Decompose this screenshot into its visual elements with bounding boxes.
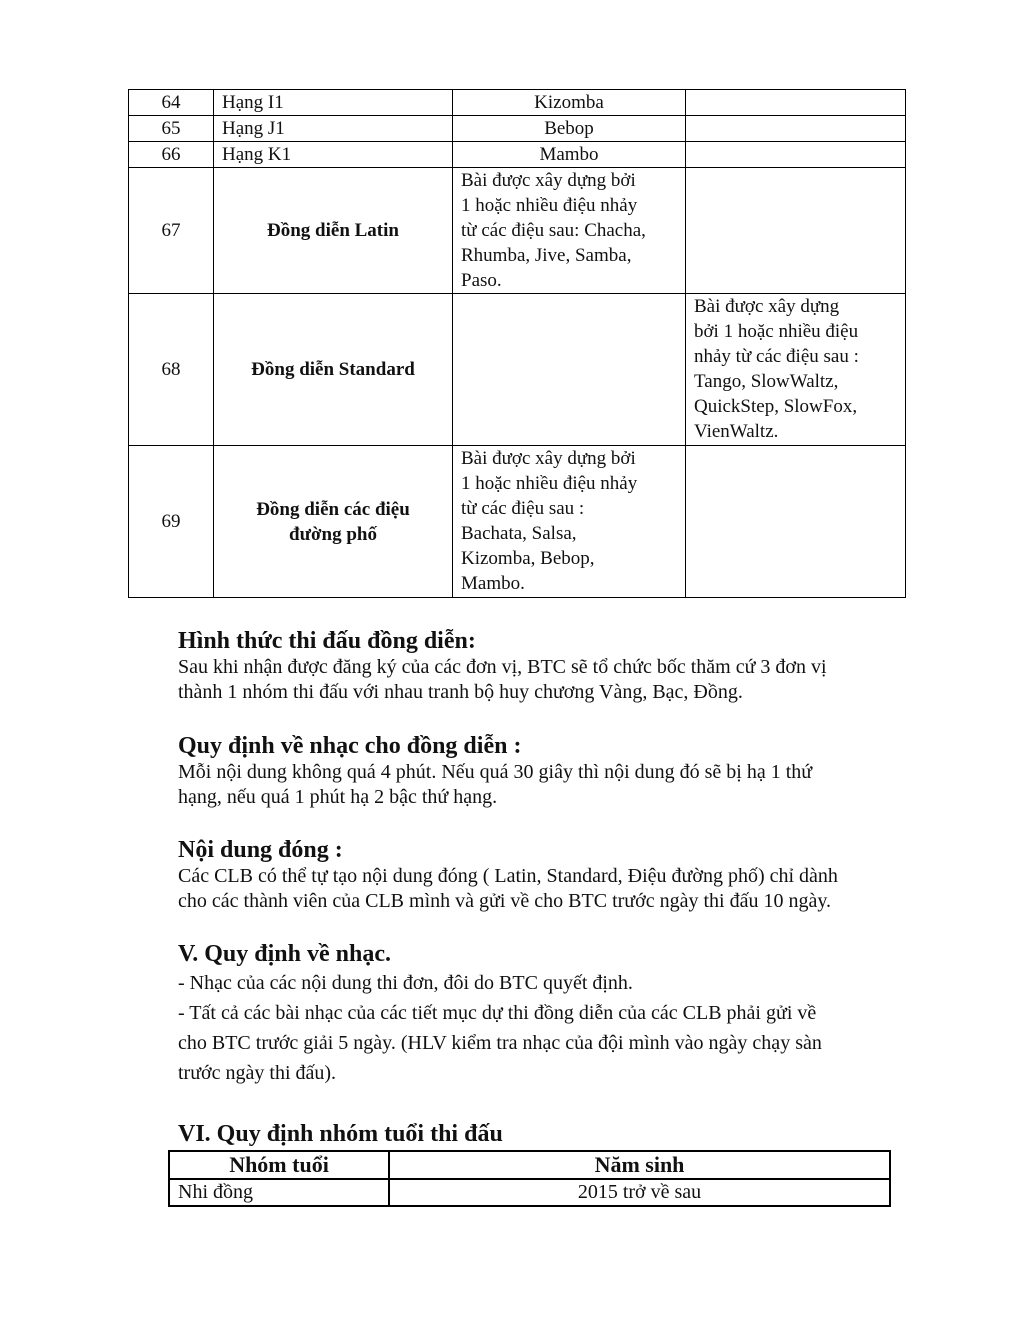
latin-cell: Kizomba (453, 90, 686, 116)
section-body: Các CLB có thể tự tạo nội dung đóng ( Latin, Standard, Điệu đường phố) chỉ dành cho các thành viên của CLB mình và gửi về cho BTC trước ngày thi đấu 10 ngày. (178, 865, 838, 912)
standard-cell (686, 116, 906, 142)
section-heading: V. Quy định về nhạc. (178, 941, 391, 967)
column-header: Nhóm tuổi (169, 1151, 389, 1179)
event-name: Đồng diễn Latin (214, 168, 453, 294)
standard-cell (686, 142, 906, 168)
row-number: 67 (129, 168, 214, 294)
table-row (129, 168, 906, 294)
section-music-rules (178, 732, 918, 810)
events-table (128, 89, 906, 598)
event-name: Đồng diễn các điệu đường phố (214, 446, 453, 598)
table-header-row (169, 1151, 890, 1179)
event-name: Đồng diễn Standard (214, 294, 453, 446)
section-heading: Hình thức thi đấu đồng diễn: (178, 628, 476, 654)
age-group-cell: Nhi đồng (169, 1179, 389, 1206)
row-number: 64 (129, 90, 214, 116)
table-row (129, 446, 906, 598)
standard-cell (686, 90, 906, 116)
latin-cell: Mambo (453, 142, 686, 168)
event-name: Hạng J1 (214, 116, 453, 142)
section-music (178, 940, 918, 1088)
table-row (129, 294, 906, 446)
table-row (129, 116, 906, 142)
latin-cell (453, 294, 686, 446)
section-closed-content (178, 836, 918, 914)
section-heading: Nội dung đóng : (178, 837, 343, 863)
section-heading: Quy định về nhạc cho đồng diễn : (178, 733, 522, 759)
event-name: Hạng I1 (214, 90, 453, 116)
latin-cell: Bài được xây dựng bởi 1 hoặc nhiều điệu nhảy từ các điệu sau : Bachata, Salsa, Kizomba, Bebop, Mambo. (453, 446, 686, 598)
row-number: 65 (129, 116, 214, 142)
table-row (129, 90, 906, 116)
row-number: 69 (129, 446, 214, 598)
birth-year-cell: 2015 trở về sau (389, 1179, 890, 1206)
column-header: Năm sinh (389, 1151, 890, 1179)
standard-cell (686, 168, 906, 294)
age-table (168, 1150, 891, 1207)
section-body: Mỗi nội dung không quá 4 phút. Nếu quá 30 giây thì nội dung đó sẽ bị hạ 1 thứ hạng, nếu quá 1 phút hạ 2 bậc thứ hạng. (178, 761, 813, 808)
latin-cell: Bebop (453, 116, 686, 142)
section-body: - Nhạc của các nội dung thi đơn, đôi do BTC quyết định. - Tất cả các bài nhạc của các tiết mục dự thi đồng diễn của các CLB phải gửi về cho BTC trước giải 5 ngày. (HLV kiểm tra nhạc của đội mình vào ngày chạy sàn trước ngày thi đấu). (178, 972, 822, 1084)
event-name: Hạng K1 (214, 142, 453, 168)
row-number: 66 (129, 142, 214, 168)
section-body: Sau khi nhận được đăng ký của các đơn vị, BTC sẽ tổ chức bốc thăm cứ 3 đơn vị thành 1 nhóm thi đấu với nhau tranh bộ huy chương Vàng, Bạc, Đồng. (178, 656, 827, 703)
section-heading: VI. Quy định nhóm tuổi thi đấu (178, 1121, 503, 1147)
table-row (129, 142, 906, 168)
table-row (169, 1179, 890, 1206)
standard-cell (686, 446, 906, 598)
latin-cell: Bài được xây dựng bởi 1 hoặc nhiều điệu nhảy từ các điệu sau: Chacha, Rhumba, Jive, Samba, Paso. (453, 168, 686, 294)
standard-cell: Bài được xây dựng bởi 1 hoặc nhiều điệu nhảy từ các điệu sau : Tango, SlowWaltz, QuickStep, SlowFox, VienWaltz. (686, 294, 906, 446)
section-format (178, 627, 918, 705)
section-age-groups (178, 1120, 918, 1148)
row-number: 68 (129, 294, 214, 446)
